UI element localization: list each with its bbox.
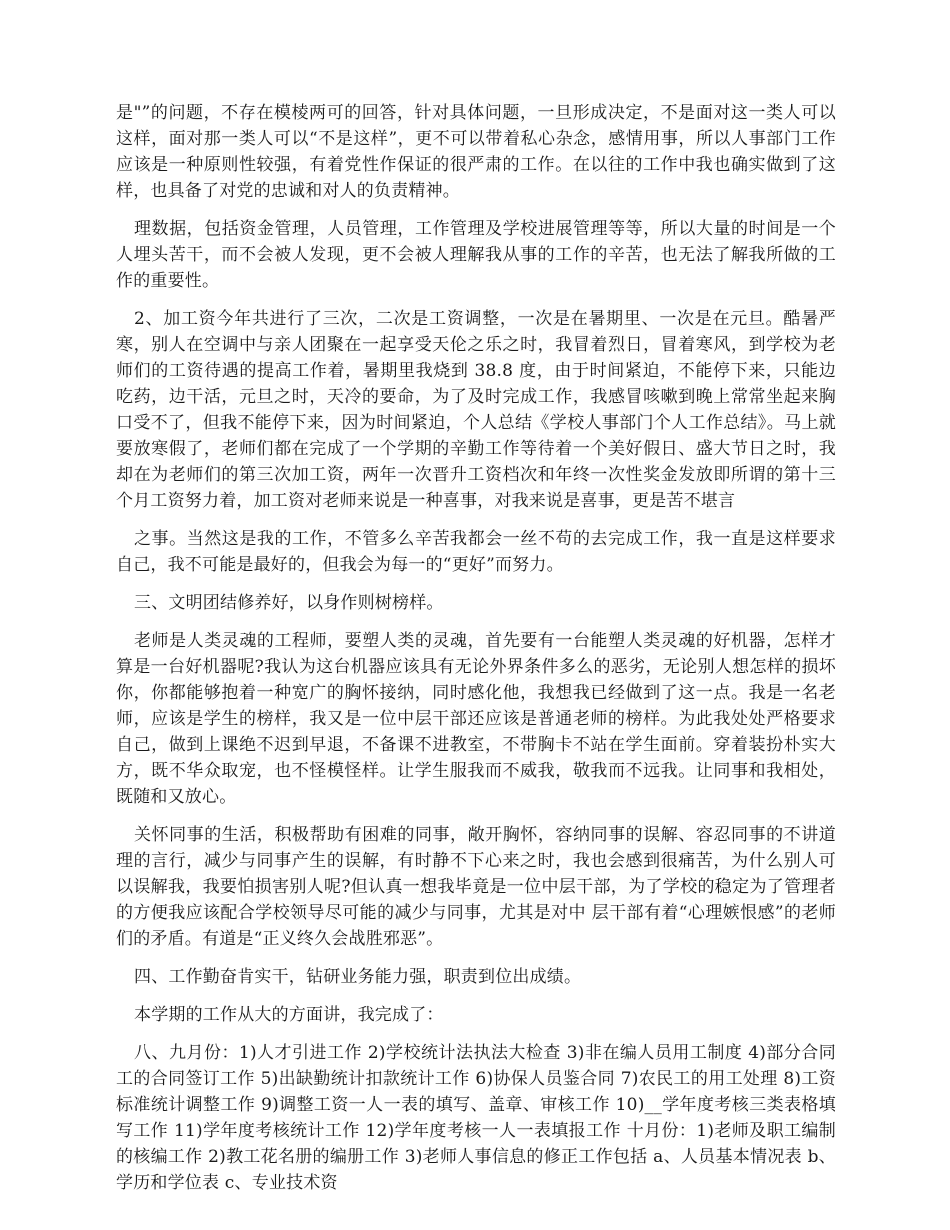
section-heading-civility: 三、文明团结修养好，以身作则树榜样。	[134, 593, 444, 613]
paragraph-salary-adjustment: 2、加工资今年共进行了三次，二次是工资调整，一次是在暑期里、一次是在元旦。酷暑严寒，别人在空调中与亲人团聚在一起享受天伦之乐之时，我冒着烈日，冒着寒风，到学校为老师们的工资待遇的提高工作着，暑期里我烧到 38.8 度，由于时间紧迫，不能停下来，只能边吃药，边干活，元旦之时，天冷的要命，为了及时完成工作，我感冒咳嗽到晚上常常坐起来胸口受不了，但我不能停下来，因为时间紧迫，个人总结《学校人事部门个人工作总结》。马上就要放寒假了，老师们都在完成了一个学期的辛勤工作等待着一个美好假日、盛大节日之时，我却在为老师们的第三次加工资，两年一次晋升工资档次和年终一次性奖金发放即所谓的第十三个月工资努力着，加工资对老师来说是一种喜事，对我来说是喜事，更是苦不堪言	[116, 309, 836, 511]
paragraph-hard-work: 之事。当然这是我的工作，不管多么辛苦我都会一丝不苟的去完成工作，我一直是这样要求自己，我不可能是最好的，但我会为每一的“更好”而努力。	[116, 529, 836, 575]
document-page	[116, 100, 836, 1208]
paragraph-party-principle: 是"”的问题，不存在模棱两可的回答，针对具体问题，一旦形成决定，不是面对这一类人可以这样，面对那一类人可以“不是这样”，更不可以带着私心杂念，感情用事，所以人事部门工作应该是一种原则性较强，有着党性作保证的很严肃的工作。在以往的工作中我也确实做到了这样，也具备了对党的忠诚和对人的负责精神。	[116, 103, 836, 201]
paragraph-caring-colleagues: 关怀同事的生活，积极帮助有困难的同事，敞开胸怀，容纳同事的误解、容忍同事的不讲道理的言行，减少与同事产生的误解，有时静不下心来之时，我也会感到很痛苦，为什么别人可以误解我，我要怕损害别人呢?但认真一想我毕竟是一位中层干部，为了学校的稳定为了管理者的方便我应该配合学校领导尽可能的减少与同事，尤其是对中 层干部有着“心理嫉恨感”的老师们的矛盾。有道是“正义终久会战胜邪恶”。	[116, 825, 836, 949]
paragraph-teacher-role-model: 老师是人类灵魂的工程师，要塑人类的灵魂，首先要有一台能塑人类灵魂的好机器，怎样才算是一台好机器呢?我认为这台机器应该具有无论外界条件多么的恶劣，无论别人想怎样的损坏你，你都能够抱着一种宽广的胸怀接纳，同时感化他，我想我已经做到了这一点。我是一名老师，应该是学生的榜样，我又是一位中层干部还应该是普通老师的榜样。为此我处处严格要求自己，做到上课绝不迟到早退，不备课不进教室，不带胸卡不站在学生面前。穿着装扮朴实大方，既不华众取宠，也不怪模怪样。让学生服我而不威我，敬我而不远我。让同事和我相处，既随和又放心。	[116, 631, 836, 807]
paragraph-data-management: 理数据，包括资金管理，人员管理，工作管理及学校进展管理等等，所以大量的时间是一个人埋头苦干，而不会被人发现，更不会被人理解我从事的工作的辛苦，也无法了解我所做的工作的重要性。	[116, 219, 836, 291]
paragraph-semester-work-intro: 本学期的工作从大的方面讲，我完成了：	[134, 1005, 444, 1025]
paragraph-monthly-work-list: 八、九月份：1)人才引进工作 2)学校统计法执法大检查 3)非在编人员用工制度 4)部分合同工的合同签订工作 5)出缺勤统计扣款统计工作 6)协保人员鉴合同 7)农民工的用工处理 8)工资标准统计调整工作 9)调整工资一人一表的填写、盖章、审核工作 10)__学年度考核三类表格填写工作 11)学年度考核统计工作 12)学年度考核一人一表填报工作 十月份：1)老师及职工编制的核编工作 2)教工花名册的编册工作 3)老师人事信息的修正工作包括 a、人员基本情况表 b、学历和学位表 c、专业技术资	[116, 1043, 836, 1193]
section-heading-diligence: 四、工作勤奋肯实干，钻研业务能力强，职责到位出成绩。	[134, 967, 582, 987]
